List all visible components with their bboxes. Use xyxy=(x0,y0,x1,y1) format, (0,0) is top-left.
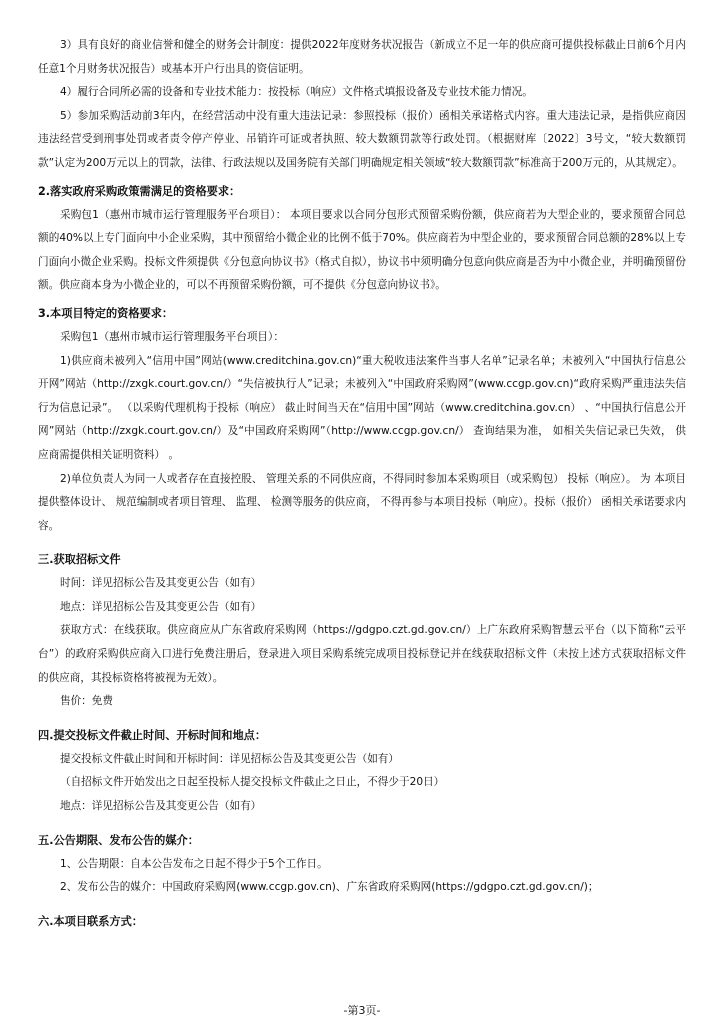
section-3-package: 采购包1（惠州市城市运行管理服务平台项目）： xyxy=(60,330,284,343)
document-page xyxy=(38,34,686,934)
deadline-place: 地点：详见招标公告及其变更公告（如有） xyxy=(60,800,262,813)
obtain-docs-time: 时间：详见招标公告及其变更公告（如有） xyxy=(60,577,262,590)
qualification-item-3: 3）具有良好的商业信誉和健全的财务会计制度：提供2022年度财务状况报告（新成立不足一年的供应商可提供投标截止日前6个月内任意1个月财务状况报告）或基本开户行出具的资信证明。 xyxy=(38,39,686,75)
section-3-item-2: 2)单位负责人为同一人或者存在直接控股、 管理关系的不同供应商，不得同时参加本采购项目（或采购包） 投标（响应）。 为 本项目提供整体设计、 规范编制或者项目管理、 监理、 检测等服务的供应商， 不得再参与本项目投标（响应）。投标（报价） 函相关承诺要求内容。 xyxy=(38,472,686,532)
section-2-body: 采购包1（惠州市城市运行管理服务平台项目）： 本项目要求以合同分包形式预留采购份额，供应商若为大型企业的，要求预留合同总额的40%以上专门面向中小企业采购，其中预留给小微企业的比例不低于70%。供应商若为中型企业的，要求预留合同总额的28%以上专门面向小微企业采购。投标文件须提供《分包意向协议书》（格式自拟），协议书中须明确分包意向供应商是否为中小微企业，并明确预留份额。供应商本身为小微企业的，可以不再预留采购份额，可不提供《分包意向协议书》。 xyxy=(38,208,686,292)
deadline-time: 提交投标文件截止时间和开标时间：详见招标公告及其变更公告（如有） xyxy=(60,752,399,765)
qualification-item-4: 4）履行合同所必需的设备和专业技术能力：按投标（响应）文件格式填报设备及专业技术能力情况。 xyxy=(60,86,533,99)
section-3-heading: 3.本项目特定的资格要求： xyxy=(38,306,174,320)
announcement-media: 2、发布公告的媒介：中国政府采购网(www.ccgp.gov.cn)、广东省政府采购网(https://gdgpo.czt.gd.gov.cn/)； xyxy=(60,881,599,894)
obtain-docs-method: 获取方式：在线获取。供应商应从广东省政府采购网（https://gdgpo.czt.gd.gov.cn/）上广东政府采购智慧云平台（以下简称“云平台”）的政府采购供应商入口进行免费注册后，登录进入项目采购系统完成项目投标登记并在线获取招标文件（未按上述方式获取招标文件的供应商，其投标资格将被视为无效）。 xyxy=(38,624,686,684)
deadline-heading: 四.提交投标文件截止时间、开标时间和地点： xyxy=(38,728,267,742)
obtain-docs-heading: 三.获取招标文件 xyxy=(38,553,121,567)
section-2-heading: 2.落实政府采购政策需满足的资格要求： xyxy=(38,184,241,198)
page-number: -第3页- xyxy=(343,1004,381,1017)
qualification-item-5: 5）参加采购活动前3年内，在经营活动中没有重大违法记录：参照投标（报价）函相关承诺格式内容。重大违法记录，是指供应商因违法经营受到刑事处罚或者责令停产停业、吊销许可证或者执照、较大数额罚款等行政处罚。（根据财库〔2022〕3号文，“较大数额罚款”认定为200万元以上的罚款，法律、行政法规以及国务院有关部门明确规定相关领域“较大数额罚款”标准高于200万元的，从其规定）。 xyxy=(38,109,686,169)
obtain-docs-place: 地点：详见招标公告及其变更公告（如有） xyxy=(60,600,262,613)
deadline-note: （自招标文件开始发出之日起至投标人提交投标文件截止之日止，不得少于20日） xyxy=(60,776,445,789)
announcement-period: 1、公告期限：自本公告发布之日起不得少于5个工作日。 xyxy=(60,857,328,870)
obtain-docs-price: 售价：免费 xyxy=(60,695,113,708)
section-3-item-1: 1)供应商未被列入“信用中国”网站(www.creditchina.gov.cn)“重大税收违法案件当事人名单”记录名单；未被列入“中国执行信息公开网”网站（http://zxgk.court.gov.cn/）“失信被执行人”记录；未被列入“中国政府采购网”(www.ccgp.gov.cn)“政府采购严重违法失信行为信息记录”。 （以采购代理机构于投标（响应） 截止时间当天在“信用中国”网站（www.creditchina.gov.cn） 、“中国执行信息公开网”网站（http://zxgk.court.gov.cn/）及“中国政府采购网”（http://www.ccgp.gov.cn/） 查询结果为准， 如相关失信记录已失效， 供应商需提供相关证明资料） 。 xyxy=(38,354,686,461)
contact-heading: 六.本项目联系方式： xyxy=(38,914,143,928)
announcement-heading: 五.公告期限、发布公告的媒介： xyxy=(38,833,199,847)
